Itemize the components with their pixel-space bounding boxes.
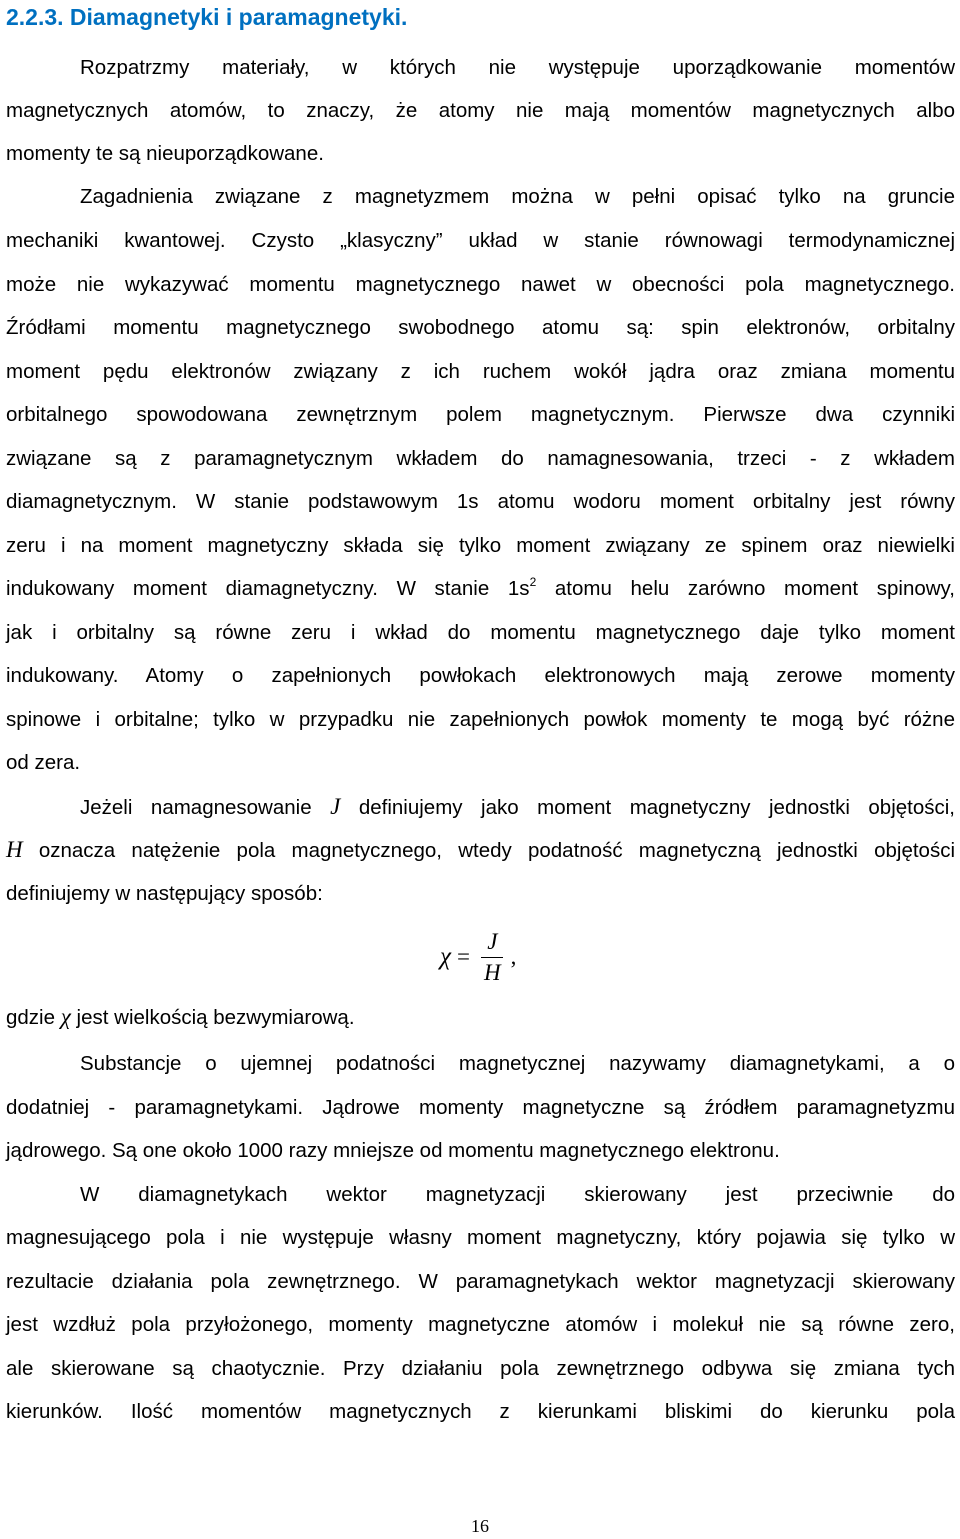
line-text: jest wielkością bezwymiarową.: [70, 1006, 355, 1029]
line-text: atomu helu zarówno moment spinowy,: [536, 577, 955, 600]
paragraph-2-line: mechaniki kwantowej. Czysto „klasyczny” układ w stanie równowagi termodynamicznej: [6, 229, 955, 252]
formula-chi: χ: [440, 943, 451, 970]
paragraph-4-line: definiujemy w następujący sposób:: [6, 882, 323, 905]
section-heading: 2.2.3. Diamagnetyki i paramagnetyki.: [6, 4, 408, 30]
paragraph-5-line: [6, 1002, 955, 1032]
page-number: 16: [471, 1516, 489, 1536]
paragraph-3-line: zeru i na moment magnetyczny składa się tylko moment związany ze spinem oraz niewielki: [6, 534, 955, 557]
variable-h: H: [6, 837, 23, 862]
paragraph-3-line: diamagnetycznym. W stanie podstawowym 1s atomu wodoru moment orbitalny jest równy: [6, 490, 955, 513]
paragraph-3-line: indukowany. Atomy o zapełnionych powłokach elektronowych mają zerowe momenty: [6, 664, 955, 687]
paragraph-3-line: orbitalnego spowodowana zewnętrznym polem magnetycznym. Pierwsze dwa czynniki: [6, 403, 955, 426]
paragraph-1-line: momenty te są nieuporządkowane.: [6, 142, 324, 165]
line-text: Jeżeli namagnesowanie: [80, 796, 331, 819]
paragraph-7-line: rezultacie działania pola zewnętrznego. W paramagnetykach wektor magnetyzacji skierowany: [6, 1270, 955, 1293]
line-text: gdzie: [6, 1006, 61, 1029]
paragraph-4-line: [80, 792, 955, 822]
paragraph-7-line: W diamagnetykach wektor magnetyzacji skierowany jest przeciwnie do: [80, 1183, 955, 1206]
line-text: indukowany moment diamagnetyczny. W stanie 1s: [6, 577, 530, 600]
paragraph-3-line: od zera.: [6, 751, 81, 774]
paragraph-3-line: [6, 574, 955, 604]
variable-j: J: [330, 794, 341, 819]
paragraph-3-line: jak i orbitalny są równe zeru i wkład do momentu magnetycznego daje tylko moment: [6, 621, 955, 644]
susceptibility-formula: [440, 925, 516, 989]
formula-equals: =: [457, 944, 470, 969]
line-text: definiujemy jako moment magnetyczny jednostki objętości,: [340, 796, 955, 819]
paragraph-6-line: dodatniej - paramagnetykami. Jądrowe momenty magnetyczne są źródłem paramagnetyzmu: [6, 1096, 955, 1119]
line-text: oznacza natężenie pola magnetycznego, wtedy podatność magnetyczną jednostki objętości: [22, 839, 955, 862]
formula-denominator: H: [483, 959, 501, 985]
formula-fraction: [478, 927, 507, 988]
paragraph-1-line: Rozpatrzmy materiały, w których nie występuje uporządkowanie momentów: [80, 56, 955, 79]
paragraph-6-line: Substancje o ujemnej podatności magnetycznej nazywamy diamagnetykami, a o: [80, 1052, 955, 1075]
paragraph-4-line: [6, 835, 955, 865]
paragraph-3-line: Źródłami momentu magnetycznego swobodnego atomu są: spin elektronów, orbitalny: [6, 316, 955, 339]
paragraph-3-line: związane są z paramagnetycznym wkładem do namagnesowania, trzeci - z wkładem: [6, 447, 955, 470]
formula-comma: ,: [510, 944, 517, 969]
superscript: 2: [529, 575, 537, 589]
paragraph-6-line: jądrowego. Są one około 1000 razy mniejsze od momentu magnetycznego elektronu.: [6, 1139, 780, 1162]
paragraph-7-line: ale skierowane są chaotycznie. Przy działaniu pola zewnętrznego odbywa się zmiana tych: [6, 1357, 955, 1380]
formula-numerator: J: [481, 927, 503, 958]
paragraph-2-line: może nie wykazywać momentu magnetycznego nawet w obecności pola magnetycznego.: [6, 273, 955, 296]
paragraph-7-line: kierunków. Ilość momentów magnetycznych z kierunkami bliskimi do kierunku pola: [6, 1400, 955, 1423]
paragraph-3-line: spinowe i orbitalne; tylko w przypadku nie zapełnionych powłok momenty te mogą być różne: [6, 708, 955, 731]
paragraph-2-line: Zagadnienia związane z magnetyzmem można w pełni opisać tylko na gruncie: [80, 185, 955, 208]
paragraph-7-line: jest wzdłuż pola przyłożonego, momenty magnetyczne atomów i molekuł nie są równe zero,: [6, 1313, 955, 1336]
paragraph-3-line: moment pędu elektronów związany z ich ruchem wokół jądra oraz zmiana momentu: [6, 360, 955, 383]
paragraph-7-line: magnesującego pola i nie występuje własny moment magnetyczny, który pojawia się tylko w: [6, 1226, 955, 1249]
variable-chi: χ: [60, 1004, 71, 1029]
paragraph-1-line: magnetycznych atomów, to znaczy, że atomy nie mają momentów magnetycznych albo: [6, 99, 955, 122]
